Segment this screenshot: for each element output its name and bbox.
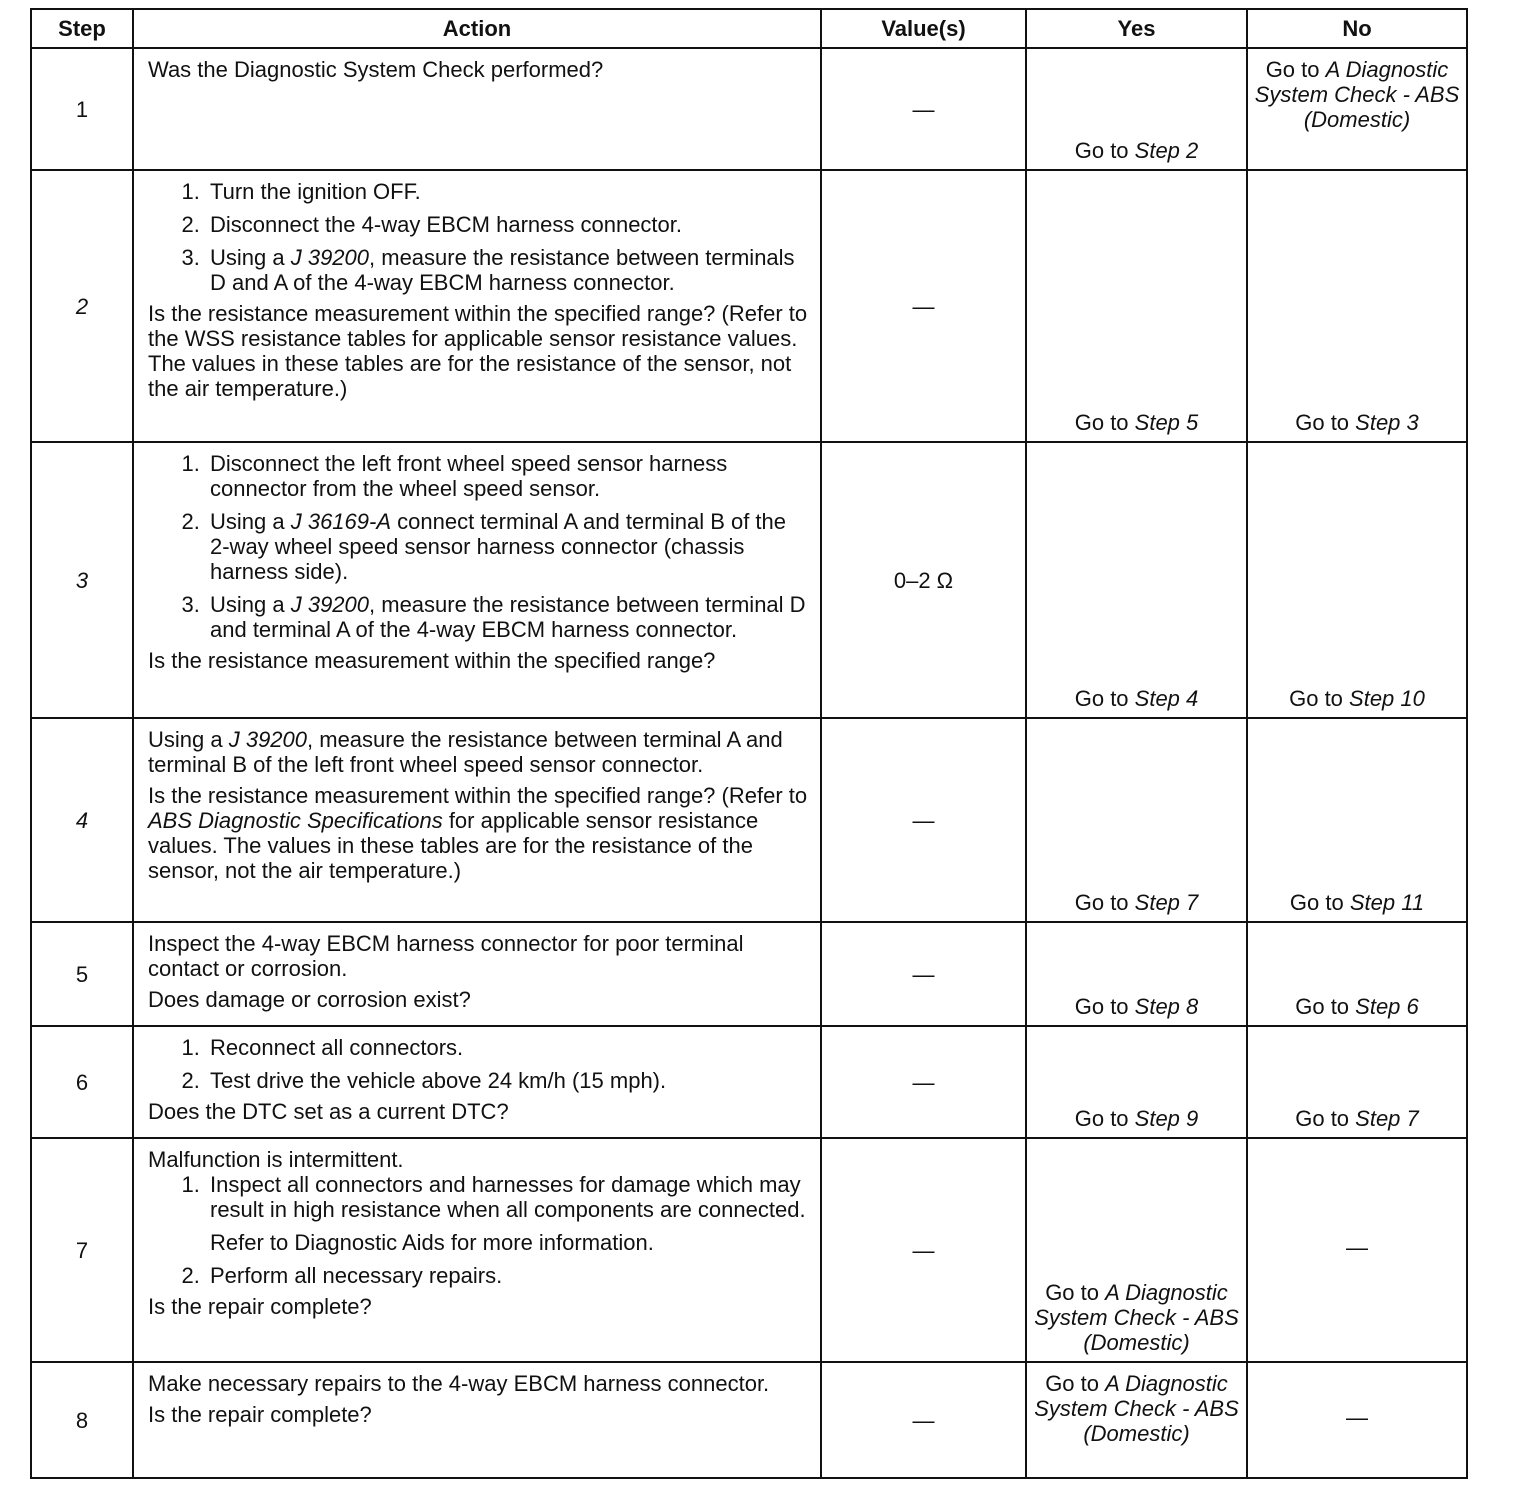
step-text: Inspect all connectors and harnesses for damage which may result in high resistance when all components are connected.	[210, 1172, 806, 1222]
doc-ref: ABS Diagnostic Specifications	[148, 808, 443, 833]
no-prefix: Go to	[1289, 890, 1350, 915]
step-number: 7	[31, 1138, 133, 1362]
yes-cell	[1026, 1362, 1247, 1478]
value-cell: 0–2 Ω	[821, 442, 1026, 718]
step-number: 1	[31, 48, 133, 170]
header-step: Step	[31, 9, 133, 48]
yes-prefix: Go to	[1074, 1106, 1135, 1131]
question-text: for applicable sensor resistance values. The values in these tables are for the resistance of the sensor, not the air temperature.)	[148, 808, 759, 883]
action-steps	[148, 451, 810, 642]
no-ref: Step 6	[1355, 994, 1419, 1019]
value-cell: —	[821, 1362, 1026, 1478]
no-cell	[1247, 1026, 1467, 1138]
header-value: Value(s)	[821, 9, 1026, 48]
header-yes: Yes	[1026, 9, 1247, 48]
header-no: No	[1247, 9, 1467, 48]
yes-prefix: Go to	[1074, 686, 1135, 711]
yes-cell	[1026, 170, 1247, 442]
tool-ref: J 36169-A	[290, 509, 392, 534]
action-cell	[133, 1362, 821, 1478]
no-prefix: Go to	[1295, 410, 1356, 435]
no-cell	[1247, 922, 1467, 1026]
no-ref: Step 10	[1349, 686, 1425, 711]
yes-cell	[1026, 442, 1247, 718]
action-step	[206, 592, 810, 642]
value-cell: —	[821, 922, 1026, 1026]
action-question: Does damage or corrosion exist?	[148, 987, 471, 1012]
action-question: Is the resistance measurement within the specified range? (Refer to the WSS resistance tables for applicable sensor resistance values. The values in these tables are for the resistance of the sensor, not the air temperature.)	[148, 301, 808, 401]
action-cell	[133, 170, 821, 442]
yes-ref: Step 4	[1134, 686, 1199, 711]
action-question: Is the resistance measurement within the specified range?	[148, 648, 716, 673]
step-text: Using a	[210, 245, 291, 270]
step-text: , measure the resistance between terminal A and terminal B of the left front wheel speed sensor connector.	[148, 727, 783, 777]
action-cell	[133, 442, 821, 718]
table-row	[31, 442, 1467, 718]
no-ref: Step 3	[1355, 410, 1419, 435]
action-text: Make necessary repairs to the 4-way EBCM harness connector.	[148, 1371, 770, 1396]
action-question: Does the DTC set as a current DTC?	[148, 1099, 509, 1124]
step-number: 2	[31, 170, 133, 442]
yes-prefix: Go to	[1074, 410, 1135, 435]
yes-prefix: Go to	[1045, 1280, 1106, 1305]
yes-prefix: Go to	[1074, 890, 1135, 915]
step-text: connect terminal A and terminal B of the 2-way wheel speed sensor harness connector (chassis harness side).	[210, 509, 787, 584]
yes-cell	[1026, 922, 1247, 1026]
action-steps	[148, 1172, 810, 1288]
yes-prefix: Go to	[1074, 994, 1135, 1019]
value-cell: —	[821, 170, 1026, 442]
yes-prefix: Go to	[1045, 1371, 1106, 1396]
table-row	[31, 48, 1467, 170]
step-number: 8	[31, 1362, 133, 1478]
no-prefix: Go to	[1295, 1106, 1356, 1131]
action-step: 1. Reconnect all connectors.	[206, 1035, 810, 1060]
step-text: , measure the resistance between terminal D and terminal A of the 4-way EBCM harness connector.	[210, 592, 806, 642]
action-text	[148, 727, 810, 777]
no-prefix: Go to	[1289, 686, 1350, 711]
tool-ref: J 39200	[290, 245, 370, 270]
action-cell	[133, 1138, 821, 1362]
yes-ref: Step 7	[1134, 890, 1199, 915]
table-row	[31, 1138, 1467, 1362]
step-note: Refer to Diagnostic Aids for more information.	[210, 1230, 654, 1255]
tool-ref: J 39200	[290, 592, 370, 617]
table-row	[31, 170, 1467, 442]
step-number: 3	[31, 442, 133, 718]
action-text: Inspect the 4-way EBCM harness connector for poor terminal contact or corrosion.	[148, 931, 744, 981]
step-number: 4	[31, 718, 133, 922]
no-cell	[1247, 442, 1467, 718]
action-cell	[133, 922, 821, 1026]
yes-ref: Step 9	[1134, 1106, 1199, 1131]
action-step: 2. Perform all necessary repairs.	[206, 1263, 810, 1288]
value-cell: —	[821, 718, 1026, 922]
action-question: Is the repair complete?	[148, 1294, 372, 1319]
no-prefix: Go to	[1265, 57, 1326, 82]
yes-ref: Step 8	[1134, 994, 1199, 1019]
no-ref: Step 7	[1355, 1106, 1419, 1131]
action-question: Is the repair complete?	[148, 1402, 372, 1427]
table-row	[31, 718, 1467, 922]
step-text: , measure the resistance between terminals D and A of the 4-way EBCM harness connector.	[210, 245, 795, 295]
yes-cell	[1026, 1138, 1247, 1362]
action-step: 2. Test drive the vehicle above 24 km/h (15 mph).	[206, 1068, 810, 1093]
action-step	[206, 509, 810, 584]
step-text: Using a	[210, 509, 291, 534]
yes-ref: Step 5	[1134, 410, 1199, 435]
header-row	[31, 9, 1467, 48]
action-cell	[133, 718, 821, 922]
step-number: 5	[31, 922, 133, 1026]
value-cell: —	[821, 1026, 1026, 1138]
step-text: Using a	[210, 592, 291, 617]
value-cell: —	[821, 48, 1026, 170]
action-question	[148, 783, 810, 883]
action-cell	[133, 1026, 821, 1138]
no-cell: —	[1247, 1362, 1467, 1478]
no-cell: —	[1247, 1138, 1467, 1362]
yes-prefix: Go to	[1074, 138, 1135, 163]
no-ref: A Diagnostic System Check - ABS (Domestic)	[1254, 57, 1460, 132]
no-prefix: Go to	[1295, 994, 1356, 1019]
action-step: 1. Turn the ignition OFF.	[206, 179, 810, 204]
diagnostic-table	[30, 8, 1468, 1479]
yes-ref: A Diagnostic System Check - ABS (Domestic)	[1034, 1371, 1239, 1446]
yes-cell	[1026, 48, 1247, 170]
action-text: Malfunction is intermittent.	[148, 1147, 404, 1172]
yes-ref: A Diagnostic System Check - ABS (Domestic)	[1034, 1280, 1239, 1355]
yes-cell	[1026, 1026, 1247, 1138]
no-cell	[1247, 170, 1467, 442]
table-row	[31, 1026, 1467, 1138]
tool-ref: J 39200	[228, 727, 308, 752]
action-step	[206, 1172, 810, 1255]
no-cell	[1247, 48, 1467, 170]
action-step: 2. Disconnect the 4-way EBCM harness connector.	[206, 212, 810, 237]
action-step	[206, 245, 810, 295]
step-number: 6	[31, 1026, 133, 1138]
action-cell	[133, 48, 821, 170]
action-step: 1. Disconnect the left front wheel speed sensor harness connector from the wheel speed sensor.	[206, 451, 810, 501]
header-action: Action	[133, 9, 821, 48]
yes-ref: Step 2	[1134, 138, 1199, 163]
no-ref: Step 11	[1349, 890, 1425, 915]
no-cell	[1247, 718, 1467, 922]
table-row	[31, 1362, 1467, 1478]
table-row	[31, 922, 1467, 1026]
value-cell: —	[821, 1138, 1026, 1362]
action-steps	[148, 179, 810, 295]
step-text: Using a	[148, 727, 229, 752]
action-steps	[148, 1035, 810, 1093]
action-text: Was the Diagnostic System Check performed?	[148, 57, 604, 82]
question-text: Is the resistance measurement within the specified range? (Refer to	[148, 783, 808, 808]
yes-cell	[1026, 718, 1247, 922]
